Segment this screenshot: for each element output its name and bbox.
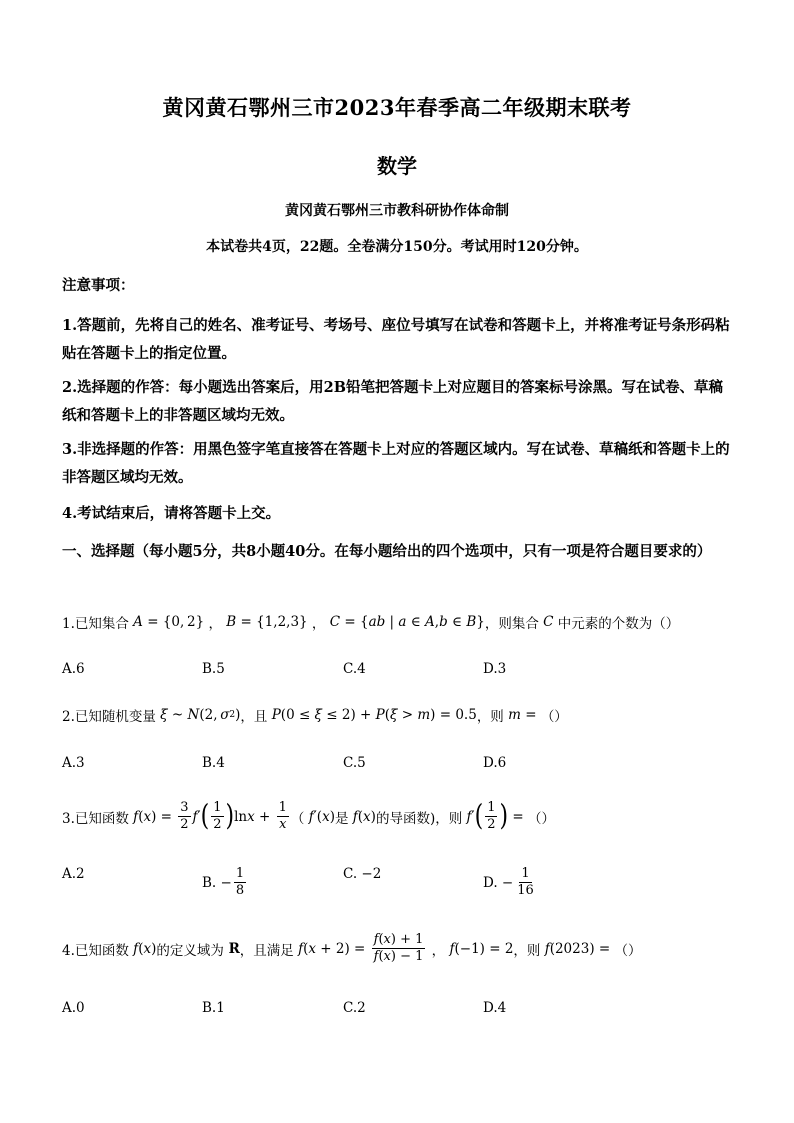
q3-option-d[interactable]: D. − $\frac{1}{16}$ bbox=[483, 866, 534, 898]
q3-options bbox=[62, 866, 762, 906]
q1-suffix: ，则集合 bbox=[484, 616, 539, 632]
q2-option-d[interactable]: D.6 bbox=[483, 755, 507, 771]
q2-suffix2: （） bbox=[540, 709, 568, 725]
q2-option-a[interactable]: A.3 bbox=[62, 755, 85, 771]
q3-option-c[interactable]: C. −2 bbox=[343, 866, 382, 882]
question-3: 3.已知函数 f ( x ) = $\frac{3}{2}$ f ′ ( $\frac{1}{2}$ ) ln x + $\frac{1}{x}$ （ f ′( x ) 是 f ( x ) 的导函数)，则 f ′ ( $\frac{1}{2}$ ) = （） bbox=[62, 799, 555, 833]
q4-suffix: ，则 bbox=[513, 942, 541, 959]
question-1: 1.已知集合 A = {0, 2} ， B = {1,2,3} ， C = { ab | a ∈ A , b ∈ B } ，则集合 C 中元素的个数为（） bbox=[62, 614, 680, 632]
q2-option-b[interactable]: B.4 bbox=[202, 755, 225, 771]
notice-item-2: 2.选择题的作答：每小题选出答案后，用2B铅笔把答题卡上对应题目的答案标号涂黑。写在试卷、草稿纸和答题卡上的非答题区域均无效。 bbox=[62, 379, 723, 424]
q1-option-d[interactable]: D.3 bbox=[483, 661, 507, 677]
q1-option-c[interactable]: C.4 bbox=[343, 661, 366, 677]
section-heading: 一、选择题（每小题5分，共8小题40分。在每小题给出的四个选项中，只有一项是符合题目要求的） bbox=[62, 543, 712, 560]
q1-prefix: 1.已知集合 bbox=[62, 616, 129, 632]
q4-option-c[interactable]: C.2 bbox=[343, 1000, 366, 1016]
q2-prefix: 2.已知随机变量 bbox=[62, 709, 156, 725]
question-2: 2.已知随机变量 ξ ~ N (2, σ 2 ) ，且 P (0 ≤ ξ ≤ 2) + P ( ξ > m ) = 0.5 ，则 m = （） bbox=[62, 707, 568, 725]
notice-item-4: 4.考试结束后，请将答题卡上交。 bbox=[62, 505, 281, 522]
exam-info-line: 本试卷共4页，22题。全卷满分150分。考试用时120分钟。 bbox=[206, 239, 588, 255]
q4-suffix2: （） bbox=[614, 942, 642, 959]
q1-options bbox=[62, 661, 762, 701]
q3-option-b[interactable]: B. − $\frac{1}{8}$ bbox=[202, 866, 245, 898]
question-4: 4.已知函数 f ( x ) 的定义域为 R ，且满足 f ( x + 2) = $\frac{f(x) + 1}{f(x) - 1}$ ， f (−1) = 2 ，则 f (2023) = （） bbox=[62, 932, 642, 964]
q3-option-a[interactable]: A.2 bbox=[62, 866, 85, 882]
notice-heading: 注意事项： bbox=[62, 277, 135, 294]
q4-options bbox=[62, 1000, 762, 1040]
q1-option-b[interactable]: B.5 bbox=[202, 661, 225, 677]
q4-option-d[interactable]: D.4 bbox=[483, 1000, 507, 1016]
q1-suffix2: 中元素的个数为（） bbox=[557, 616, 680, 632]
organizer-line: 黄冈黄石鄂州三市教科研协作体命制 bbox=[285, 203, 509, 219]
subject-title: 数学 bbox=[377, 154, 417, 178]
q4-prefix: 4.已知函数 bbox=[62, 942, 129, 959]
q2-options bbox=[62, 755, 762, 795]
q3-mid: 是 bbox=[334, 810, 349, 827]
q3-mid2: 的导函数)，则 bbox=[375, 810, 463, 827]
q3-frac-3-2: $\frac{3}{2}$ bbox=[180, 800, 189, 832]
q1-set-a: A bbox=[128, 614, 143, 630]
q1-option-a[interactable]: A.6 bbox=[62, 661, 85, 677]
q4-mid2: ，且满足 bbox=[239, 942, 294, 959]
q3-prefix: 3.已知函数 bbox=[62, 810, 129, 827]
q2-mid: ，且 bbox=[240, 709, 268, 725]
q3-suffix: （） bbox=[527, 810, 555, 827]
q4-option-a[interactable]: A.0 bbox=[62, 1000, 85, 1016]
q2-option-c[interactable]: C.5 bbox=[343, 755, 366, 771]
exam-title: 黄冈黄石鄂州三市2023年春季高二年级期末联考 bbox=[162, 95, 632, 120]
q4-mid: 的定义域为 bbox=[156, 942, 224, 959]
q4-option-b[interactable]: B.1 bbox=[202, 1000, 225, 1016]
notice-item-3: 3.非选择题的作答：用黑色签字笔直接答在答题卡上对应的答题区域内。写在试卷、草稿纸和答题卡上的非答题区域均无效。 bbox=[62, 441, 730, 486]
q2-suffix: ，则 bbox=[476, 709, 504, 725]
notice-item-1: 1.答题前，先将自己的姓名、准考证号、考场号、座位号填写在试卷和答题卡上，并将准考证号条形码粘贴在答题卡上的指定位置。 bbox=[62, 317, 730, 362]
